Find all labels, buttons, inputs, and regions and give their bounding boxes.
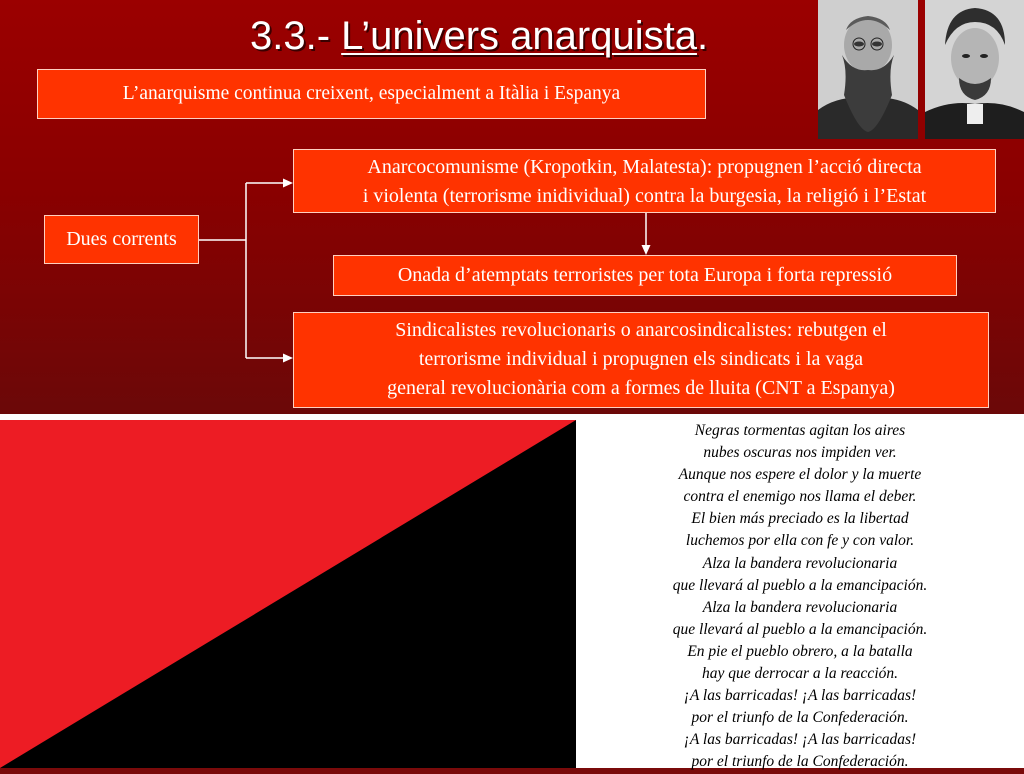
title-underlined: L’univers anarquista xyxy=(341,14,697,58)
anthem-line: Aunque nos espere el dolor y la muerte xyxy=(678,466,922,484)
title-prefix: 3.3.- xyxy=(250,14,342,58)
sindicalistes-box xyxy=(293,312,989,408)
anthem-line: por el triunfo de la Confederación. xyxy=(691,753,909,771)
anthem-line: En pie el pueblo obrero, a la batalla xyxy=(687,642,913,660)
anthem-line: nubes oscuras nos impiden ver. xyxy=(703,444,897,462)
anthem-line: El bien más preciado es la libertad xyxy=(691,510,909,528)
anthem-line: Alza la bandera revolucionaria xyxy=(702,554,898,572)
anthem-line: Alza la bandera revolucionaria xyxy=(702,598,898,616)
anthem-lyrics xyxy=(576,420,1024,774)
anthem-line: que llevará al pueblo a la emancipación. xyxy=(672,620,928,638)
sindicalistes-line-2: terrorisme individual i propugnen els sindicats i la vaga xyxy=(418,348,864,370)
anarcocomunisme-box xyxy=(293,149,996,213)
sindicalistes-line-3: general revolucionària com a formes de lluita (CNT a Espanya) xyxy=(387,377,895,399)
intro-box: L’anarquisme continua creixent, especialment a Itàlia i Espanya xyxy=(37,69,706,119)
currents-box: Dues corrents xyxy=(44,215,199,264)
sindicalistes-line-1: Sindicalistes revolucionaris o anarcosindicalistes: rebutgen el xyxy=(395,319,887,341)
anthem-line: luchemos por ella con fe y con valor. xyxy=(685,532,915,550)
anthem-panel xyxy=(576,420,1024,771)
anthem-line: contra el enemigo nos llama el deber. xyxy=(683,488,917,506)
title-suffix: . xyxy=(696,14,709,58)
anthem-line: hay que derrocar a la reacción. xyxy=(702,665,898,683)
anthem-line: ¡A las barricadas! ¡A las barricadas! xyxy=(683,731,917,749)
anthem-line: Negras tormentas agitan los aires xyxy=(694,422,906,439)
anarcosindicalist-flag xyxy=(0,420,576,768)
anthem-line: por el triunfo de la Confederación. xyxy=(691,709,909,727)
terror-wave-box: Onada d’atemptats terroristes per tota Europa i forta repressió xyxy=(333,255,957,296)
anarcocomunisme-line-2: i violenta (terrorisme inidividual) contra la burgesia, la religió i l’Estat xyxy=(362,185,927,207)
anarcocomunisme-line-1: Anarcocomunisme (Kropotkin, Malatesta): propugnen l’acció directa xyxy=(367,156,922,178)
anthem-line: ¡A las barricadas! ¡A las barricadas! xyxy=(683,687,917,705)
anthem-line: que llevará al pueblo a la emancipación. xyxy=(672,576,928,594)
